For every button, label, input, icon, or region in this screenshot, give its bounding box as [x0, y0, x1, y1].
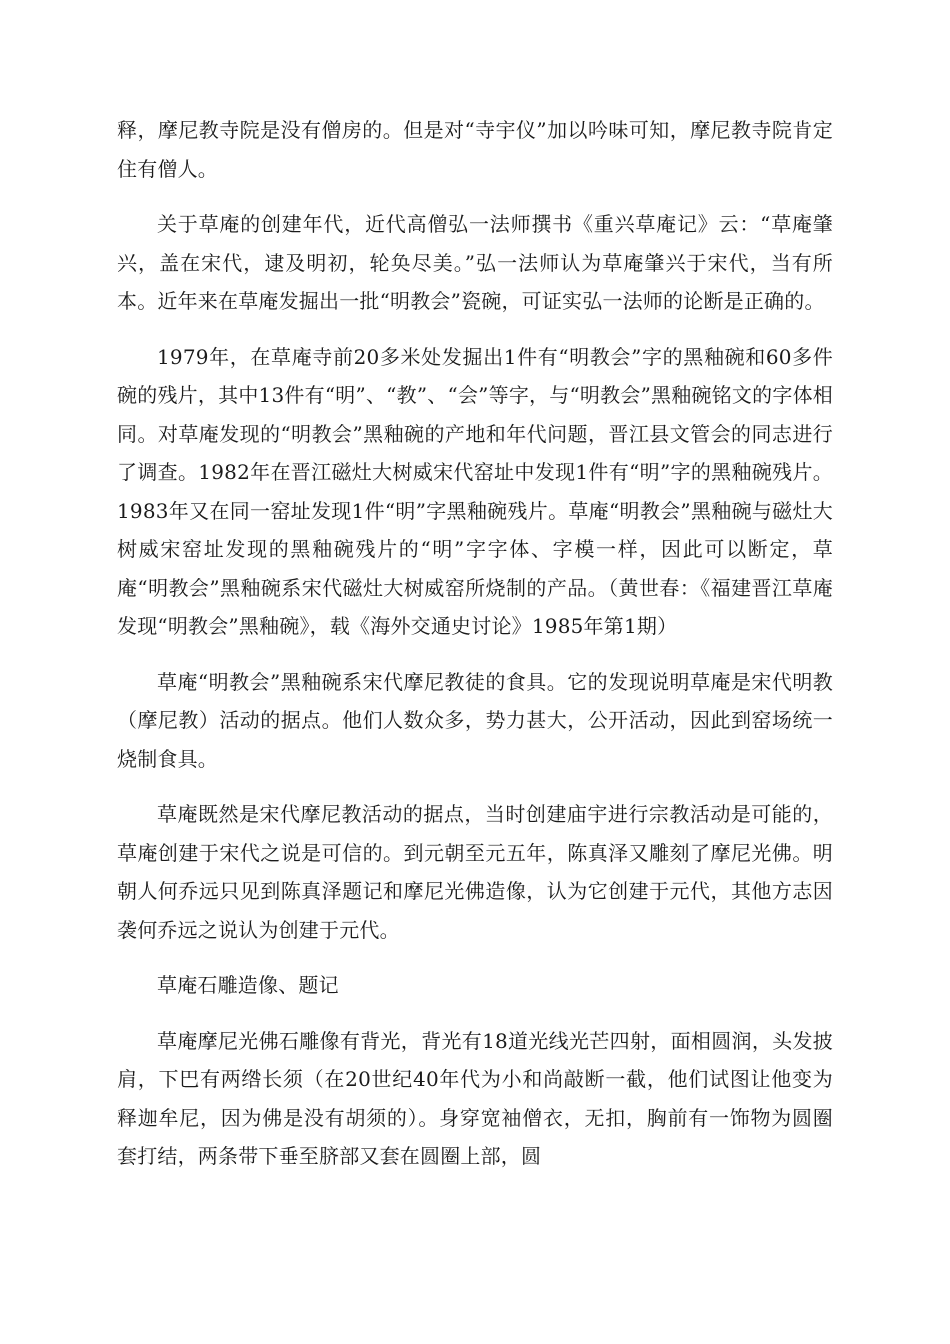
paragraph-founding-date: 关于草庵的创建年代，近代高僧弘一法师撰书《重兴草庵记》云：“草庵肇兴，盖在宋代，逮及明初，轮奂尽美。”弘一法师认为草庵肇兴于宋代，当有所本。近年来在草庵发掘出一批“明教会”瓷碗，可证实弘一法师的论断是正确的。 [117, 212, 833, 313]
paragraph-excavation: 1979年，在草庵寺前20多米处发掘出1件有“明教会”字的黑釉碗和60多件碗的残片，其中13件有“明”、“教”、“会”等字，与“明教会”黑釉碗铭文的字体相同。对草庵发现的“明教会”黑釉碗的产地和年代问题，晋江县文管会的同志进行了调查。1982年在晋江磁灶大树威宋代窑址中发现1件有“明”字的黑釉碗残片。1983年又在同一窑址发现1件“明”字黑釉碗残片。草庵“明教会”黑釉碗与磁灶大树威宋窑址发现的黑釉碗残片的“明”字字体、字模一样，因此可以断定，草庵“明教会”黑釉碗系宋代磁灶大树威窑所烧制的产品。（黄世春：《福建晋江草庵发现“明教会”黑釉碗》，载《海外交通史讨论》1985年第1期） [117, 344, 833, 638]
paragraph-tableware: 草庵“明教会”黑釉碗系宋代摩尼教徒的食具。它的发现说明草庵是宋代明教（摩尼教）活动的据点。他们人数众多，势力甚大，公开活动，因此到窑场统一烧制食具。 [117, 669, 833, 771]
paragraph-statue-description: 草庵摩尼光佛石雕像有背光，背光有18道光线光芒四射，面相圆润，头发披肩，下巴有两绺长须（在20世纪40年代为小和尚敲断一截，他们试图让他变为释迦牟尼，因为佛是没有胡须的）。身穿宽袖僧衣，无扣，胸前有一饰物为圆圈套打结，两条带下垂至脐部又套在圆圈上部，圆 [117, 1028, 833, 1168]
paragraph-conclusion: 草庵既然是宋代摩尼教活动的据点，当时创建庙宇进行宗教活动是可能的，草庵创建于宋代之说是可信的。到元朝至元五年，陈真泽又雕刻了摩尼光佛。明朝人何乔远只见到陈真泽题记和摩尼光佛造像，认为它创建于元代，其他方志因袭何乔远之说认为创建于元代。 [117, 802, 833, 942]
document-body [117, 111, 833, 1193]
paragraph-continuation: 释，摩尼教寺院是没有僧房的。但是对“寺宇仪”加以吟味可知，摩尼教寺院肯定住有僧人。 [117, 118, 833, 181]
section-heading: 草庵石雕造像、题记 [157, 973, 339, 997]
